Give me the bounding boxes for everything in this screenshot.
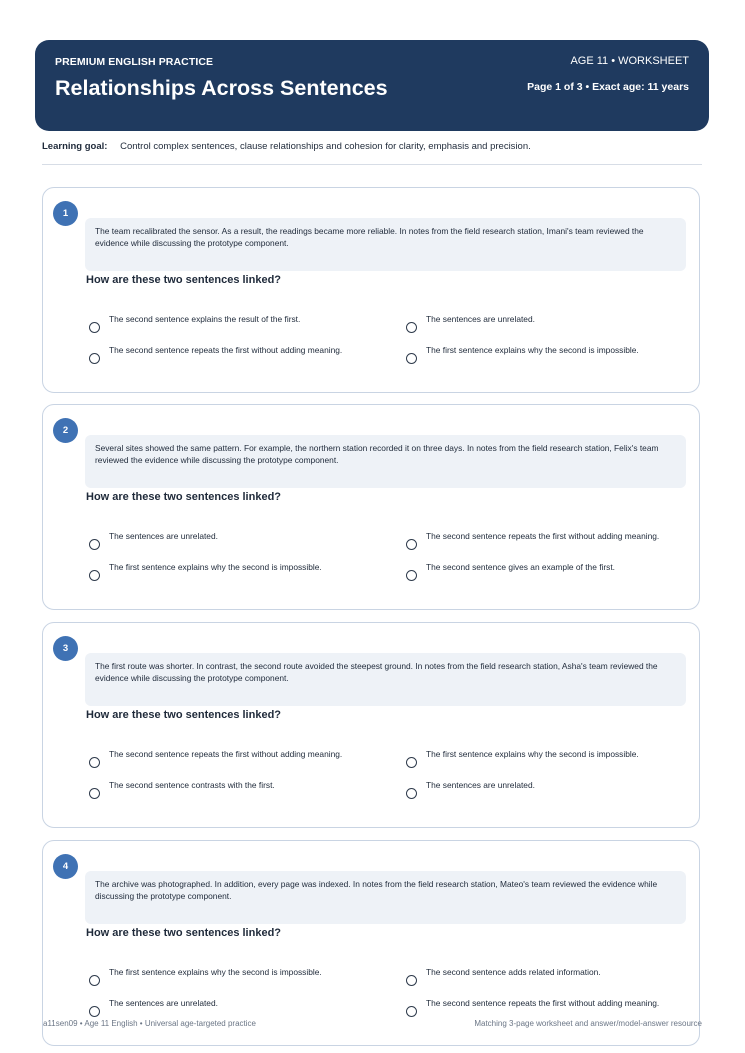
question-card-3 bbox=[42, 622, 700, 828]
option-label: The sentences are unrelated. bbox=[426, 314, 535, 324]
brand-label: PREMIUM ENGLISH PRACTICE bbox=[55, 56, 214, 68]
option-label: The first sentence explains why the second is impossible. bbox=[109, 967, 322, 977]
option-label: The second sentence gives an example of the first. bbox=[426, 562, 616, 572]
page-info: Page 1 of 3 • Exact age: 11 years bbox=[527, 81, 689, 93]
option-label: The first sentence explains why the second is impossible. bbox=[109, 562, 322, 572]
age-worksheet-label: AGE 11 • WORKSHEET bbox=[570, 55, 689, 67]
radio-button[interactable] bbox=[89, 322, 100, 333]
option-label: The first sentence explains why the second is impossible. bbox=[426, 749, 639, 759]
radio-button[interactable] bbox=[89, 539, 100, 550]
radio-button[interactable] bbox=[406, 1006, 417, 1017]
radio-button[interactable] bbox=[406, 353, 417, 364]
radio-button[interactable] bbox=[89, 757, 100, 768]
radio-button[interactable] bbox=[406, 539, 417, 550]
question-card-2 bbox=[42, 404, 700, 610]
worksheet-header bbox=[35, 40, 709, 131]
footer-left: a11sen09 • Age 11 English • Universal age-targeted practice bbox=[43, 1019, 256, 1028]
radio-button[interactable] bbox=[89, 975, 100, 986]
question-number: 3 bbox=[53, 636, 78, 661]
question-prompt: How are these two sentences linked? bbox=[86, 927, 282, 939]
option-label: The second sentence repeats the first without adding meaning. bbox=[426, 998, 660, 1008]
question-passage: The team recalibrated the sensor. As a result, the readings became more reliable. In notes from the field research station, Imani's team reviewed the evidence while discussing the prototype component. bbox=[85, 218, 686, 271]
learning-goal-label: Learning goal: bbox=[42, 141, 108, 152]
question-prompt: How are these two sentences linked? bbox=[86, 274, 282, 286]
radio-button[interactable] bbox=[89, 353, 100, 364]
option-label: The second sentence repeats the first without adding meaning. bbox=[109, 345, 343, 355]
option-label: The second sentence repeats the first without adding meaning. bbox=[109, 749, 343, 759]
option-label: The first sentence explains why the second is impossible. bbox=[426, 345, 639, 355]
learning-goal bbox=[42, 141, 531, 152]
option-label: The second sentence adds related information. bbox=[426, 967, 601, 977]
divider bbox=[42, 164, 702, 165]
question-passage: The archive was photographed. In addition, every page was indexed. In notes from the field research station, Mateo's team reviewed the evidence while discussing the prototype component. bbox=[85, 871, 686, 924]
option-label: The second sentence repeats the first without adding meaning. bbox=[426, 531, 660, 541]
option-label: The sentences are unrelated. bbox=[109, 998, 218, 1008]
learning-goal-text: Control complex sentences, clause relationships and cohesion for clarity, emphasis and precision. bbox=[120, 141, 531, 152]
option-label: The sentences are unrelated. bbox=[426, 780, 535, 790]
radio-button[interactable] bbox=[406, 788, 417, 799]
radio-button[interactable] bbox=[89, 1006, 100, 1017]
question-number: 4 bbox=[53, 854, 78, 879]
option-label: The second sentence contrasts with the first. bbox=[109, 780, 275, 790]
radio-button[interactable] bbox=[406, 757, 417, 768]
question-passage: Several sites showed the same pattern. For example, the northern station recorded it on three days. In notes from the field research station, Felix's team reviewed the evidence while discussing the prototype component. bbox=[85, 435, 686, 488]
question-number: 2 bbox=[53, 418, 78, 443]
footer-right: Matching 3-page worksheet and answer/model-answer resource bbox=[474, 1019, 702, 1028]
question-card-4 bbox=[42, 840, 700, 1046]
radio-button[interactable] bbox=[406, 570, 417, 581]
question-prompt: How are these two sentences linked? bbox=[86, 491, 282, 503]
radio-button[interactable] bbox=[89, 570, 100, 581]
question-passage: The first route was shorter. In contrast, the second route avoided the steepest ground. In notes from the field research station, Asha's team reviewed the evidence while discussing the prototype component. bbox=[85, 653, 686, 706]
option-label: The sentences are unrelated. bbox=[109, 531, 218, 541]
question-card-1 bbox=[42, 187, 700, 393]
question-prompt: How are these two sentences linked? bbox=[86, 709, 282, 721]
radio-button[interactable] bbox=[406, 975, 417, 986]
option-label: The second sentence explains the result of the first. bbox=[109, 314, 301, 324]
radio-button[interactable] bbox=[89, 788, 100, 799]
question-number: 1 bbox=[53, 201, 78, 226]
page-title: Relationships Across Sentences bbox=[55, 76, 388, 100]
radio-button[interactable] bbox=[406, 322, 417, 333]
